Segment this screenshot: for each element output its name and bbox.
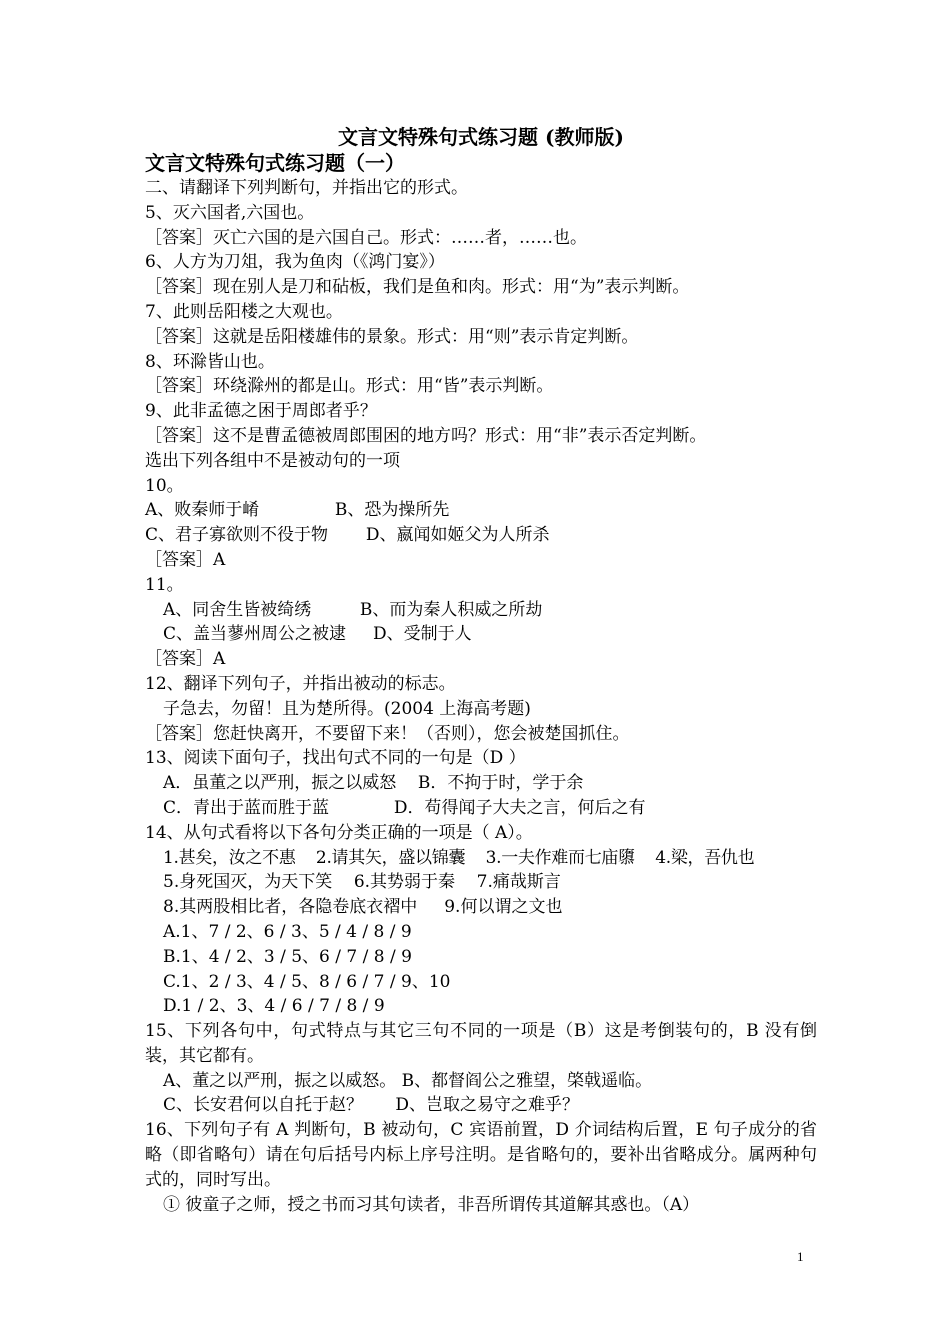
text-paragraph: 15、下列各句中，句式特点与其它三句不同的一项是（B）这是考倒装句的，B 没有倒装，其它都有。	[145, 1021, 817, 1066]
text-line: 10。	[145, 475, 184, 496]
option-line: A、董之以严刑，振之以威怒。 B、都督阎公之雅望，棨戟遥临。	[163, 1070, 653, 1091]
option-line: A、同舍生皆被绮绣 B、而为秦人积威之所劫	[163, 599, 543, 620]
text-line: 5、灭六国者,六国也。	[145, 202, 315, 223]
option-line: C、盖当蓼州周公之被逮 D、受制于人	[163, 624, 472, 645]
section-heading: 文言文特殊句式练习题（一）	[145, 151, 405, 175]
option-line: B.1、4 / 2、3 / 5、6 / 7 / 8 / 9	[163, 946, 412, 967]
text-line: 13、阅读下面句子，找出句式不同的一句是（D ）	[145, 748, 526, 769]
option-line: C、君子寡欲则不役于物 D、嬴闻如姬父为人所杀	[145, 525, 550, 546]
option-line: C、长安君何以自托于赵？ D、岂取之易守之难乎？	[163, 1095, 580, 1116]
answer-line: ［答案］现在别人是刀和砧板，我们是鱼和肉。形式：用“为”表示判断。	[145, 277, 690, 298]
answer-line: ［答案］您赶快离开，不要留下来！（否则），您会被楚国抓住。	[145, 723, 630, 744]
option-line: 8.其两股相比者，各隐卷底衣褶中 9.何以谓之文也	[163, 897, 563, 918]
option-line: 1.甚矣，汝之不惠 2.请其矢，盛以锦囊 3.一夫作难而七庙隳 4.梁，吾仇也	[163, 847, 755, 868]
answer-line: ［答案］这不是曹孟德被周郎围困的地方吗？形式：用“非”表示否定判断。	[145, 425, 707, 446]
answer-line: ［答案］这就是岳阳楼雄伟的景象。形式：用“则”表示肯定判断。	[145, 326, 639, 347]
page-number: 1	[797, 1249, 804, 1264]
text-line: 14、从句式看将以下各句分类正确的一项是（ A）。	[145, 822, 533, 843]
option-line: C.1、2 / 3、4 / 5、8 / 6 / 7 / 9、10	[163, 971, 451, 992]
text-line: 二、请翻译下列判断句，并指出它的形式。	[145, 178, 468, 198]
answer-line: ［答案］A	[145, 549, 226, 570]
document-body	[145, 124, 817, 1217]
text-line: 7、此则岳阳楼之大观也。	[145, 301, 343, 322]
text-line: 8、环滁皆山也。	[145, 351, 275, 372]
option-line: 5.身死国灭，为天下笑 6.其势弱于秦 7.痛哉斯言	[163, 872, 561, 893]
document-title: 文言文特殊句式练习题 (教师版)	[338, 125, 624, 149]
answer-line: ［答案］灭亡六国的是六国自己。形式：……者，……也。	[145, 227, 587, 248]
text-paragraph: 16、下列句子有 A 判断句，B 被动句，C 宾语前置，D 介词结构后置，E 句子成分的省略（即省略句）请在句后括号内标上序号注明。是省略句的，要补出省略成分。属两种句式的，同时写出。	[145, 1120, 817, 1190]
option-line: A、败秦师于崤 B、恐为操所先	[145, 500, 450, 521]
option-line: C．青出于蓝而胜于蓝 D．苟得闻子大夫之言，何后之有	[163, 797, 646, 818]
text-line: ① 彼童子之师，授之书而习其句读者，非吾所谓传其道解其惑也。（A）	[163, 1194, 700, 1215]
text-line: 子急去，勿留！且为楚所得。(2004 上海高考题)	[163, 698, 531, 719]
text-line: 选出下列各组中不是被动句的一项	[145, 450, 400, 471]
answer-line: ［答案］环绕滁州的都是山。形式：用“皆”表示判断。	[145, 376, 554, 397]
text-line: 11。	[145, 574, 184, 595]
option-line: A.1、7 / 2、6 / 3、5 / 4 / 8 / 9	[163, 921, 412, 942]
text-line: 9、此非孟德之困于周郎者乎？	[145, 401, 377, 422]
answer-line: ［答案］A	[145, 649, 226, 670]
text-line: 12、翻译下列句子，并指出被动的标志。	[145, 673, 456, 694]
option-line: A．虽董之以严刑，振之以威怒 B．不拘于时，学于余	[163, 773, 584, 794]
option-line: D.1 / 2、3、4 / 6 / 7 / 8 / 9	[163, 996, 385, 1017]
text-line: 6、人方为刀俎，我为鱼肉（《鸿门宴》）	[145, 252, 445, 273]
